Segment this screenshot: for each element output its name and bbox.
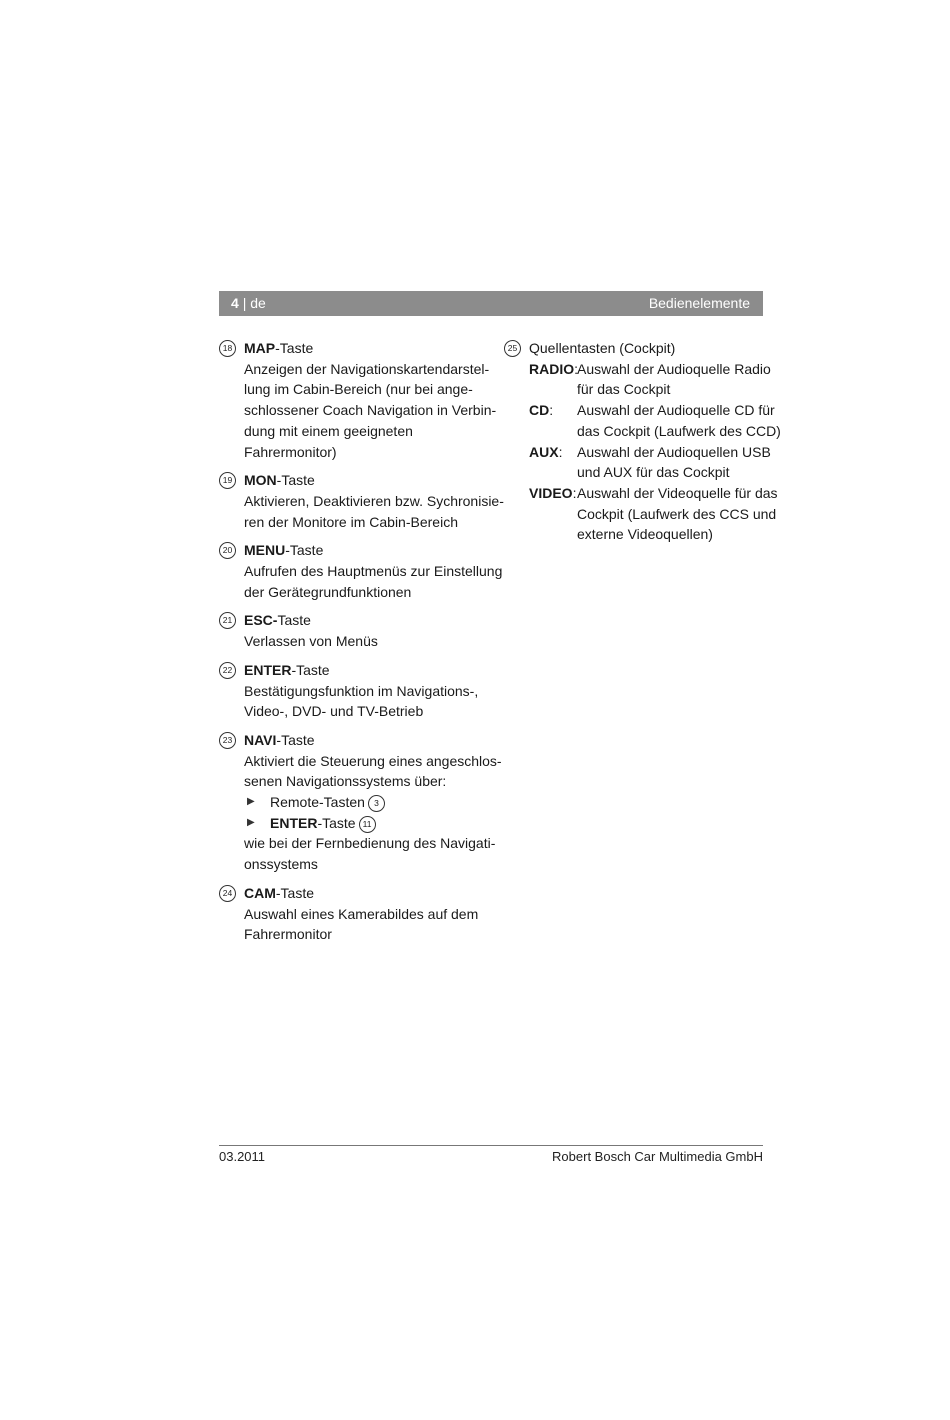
source-description (577, 483, 778, 545)
header-separator: | (242, 295, 247, 311)
item-18 (219, 338, 497, 462)
callout-number: 24 (219, 885, 236, 902)
item-title (244, 610, 489, 631)
language-code: de (250, 295, 266, 311)
key-suffix: -Taste (276, 472, 315, 489)
description-line: Auswahl der Audioquelle CD für (577, 402, 775, 419)
callout-number: 22 (219, 662, 236, 679)
item-25 (504, 338, 774, 359)
footer-divider (219, 1145, 763, 1146)
triangle-bullet-icon: ▶ (247, 796, 255, 808)
key-suffix: -Taste (275, 884, 315, 901)
description-line: schlossener Coach Navigation in Verbin- (244, 402, 497, 419)
description-line: wie bei der Fernbedienung des Navigati- (244, 835, 496, 852)
bullet-item (244, 813, 489, 834)
description-line: dung mit einem geeigneten (244, 422, 413, 439)
description-line: Aufrufen des Hauptmenüs zur Einstellung (244, 563, 503, 580)
description-line: Video-, DVD- und TV-Betrieb (244, 703, 424, 720)
source-row-radio (529, 359, 774, 400)
right-column (504, 338, 781, 545)
source-key (529, 483, 577, 545)
section-title: Bedienelemente (648, 295, 750, 311)
description-line: Auswahl eines Kamerabildes auf dem (244, 905, 479, 922)
item-21 (219, 610, 489, 651)
item-title: Quellentasten (Cockpit) (529, 340, 676, 356)
key-name: ESC- (244, 612, 278, 629)
item-title (244, 883, 489, 904)
callout-number: 25 (504, 340, 521, 357)
item-23 (219, 730, 502, 875)
item-title (244, 730, 489, 751)
description-line: für das Cockpit (577, 381, 671, 398)
source-description (577, 359, 771, 400)
source-key-colon: : (572, 484, 577, 501)
source-key-name: VIDEO (529, 484, 573, 501)
item-22 (219, 660, 489, 722)
key-name: MENU (244, 542, 286, 559)
source-key-colon: : (558, 443, 563, 460)
key-suffix: -Taste (291, 661, 330, 678)
source-key-colon: : (549, 402, 554, 419)
source-key (529, 442, 577, 483)
page-number (231, 295, 266, 311)
item-title (244, 660, 489, 681)
page-header-bar (219, 291, 763, 316)
bullet-text: -Taste (317, 814, 356, 831)
item-title (244, 540, 489, 561)
description-line: der Gerätegrundfunktionen (244, 583, 412, 600)
description-line: Cockpit (Laufwerk des CCS und (577, 505, 777, 522)
description-line: und AUX für das Cockpit (577, 464, 730, 481)
key-name: CAM (244, 884, 276, 901)
reference-number: 3 (368, 795, 385, 812)
item-title (244, 470, 489, 491)
page-number-value: 4 (231, 295, 239, 311)
description-line: Fahrermonitor (244, 926, 332, 943)
description-line: Auswahl der Audioquellen USB (577, 443, 771, 460)
description-line: Fahrermonitor) (244, 443, 337, 460)
description-line: onssystems (244, 856, 318, 873)
description-line: Aktiviert die Steuerung eines angeschlos- (244, 752, 502, 769)
triangle-bullet-icon: ▶ (247, 816, 255, 828)
callout-number: 18 (219, 340, 236, 357)
bullet-item (244, 792, 489, 813)
source-key-list (504, 359, 781, 545)
description-line: Auswahl der Audioquelle Radio (577, 360, 771, 377)
key-name: MON (244, 472, 277, 489)
description-line: das Cockpit (Laufwerk des CCD) (577, 422, 781, 439)
source-description (577, 442, 771, 483)
item-19 (219, 470, 504, 532)
source-row-video (529, 483, 778, 545)
source-key (529, 400, 577, 441)
left-column (219, 338, 504, 953)
item-20 (219, 540, 503, 602)
source-row-cd (529, 400, 781, 441)
item-24 (219, 883, 489, 945)
callout-number: 19 (219, 472, 236, 489)
source-row-aux (529, 442, 774, 483)
bullet-text: Remote-Tasten (270, 794, 365, 811)
source-key (529, 359, 577, 400)
description-line: lung im Cabin-Bereich (nur bei ange- (244, 381, 473, 398)
key-name: ENTER (244, 661, 292, 678)
key-suffix: -Taste (276, 731, 315, 748)
source-key-name: AUX (529, 443, 559, 460)
source-key-name: RADIO (529, 360, 575, 377)
callout-number: 21 (219, 612, 236, 629)
description-line: ren der Monitore im Cabin-Bereich (244, 513, 458, 530)
key-name: MAP (244, 340, 276, 356)
reference-number: 11 (359, 816, 376, 833)
description-line: Verlassen von Menüs (244, 633, 378, 650)
source-key-colon: : (574, 360, 579, 377)
description-line: Bestätigungsfunktion im Navigations-, (244, 682, 479, 699)
description-line: externe Videoquellen) (577, 526, 713, 543)
source-description (577, 400, 781, 441)
footer-company: Robert Bosch Car Multimedia GmbH (552, 1149, 763, 1164)
key-name: NAVI (244, 731, 277, 748)
key-suffix: -Taste (285, 542, 324, 559)
item-title (244, 338, 489, 359)
description-line: senen Navigationssystems über: (244, 773, 447, 790)
key-suffix: -Taste (275, 340, 314, 356)
callout-number: 20 (219, 542, 236, 559)
description-line: Aktivieren, Deaktivieren bzw. Sychronisie- (244, 492, 504, 509)
key-suffix: Taste (277, 612, 311, 629)
source-key-name: CD (529, 402, 550, 419)
description-line: Auswahl der Videoquelle für das (577, 484, 778, 501)
footer-date: 03.2011 (219, 1149, 266, 1164)
description-line: Anzeigen der Navigationskartendarstel- (244, 360, 490, 377)
bullet-key: ENTER (270, 814, 318, 831)
callout-number: 23 (219, 732, 236, 749)
